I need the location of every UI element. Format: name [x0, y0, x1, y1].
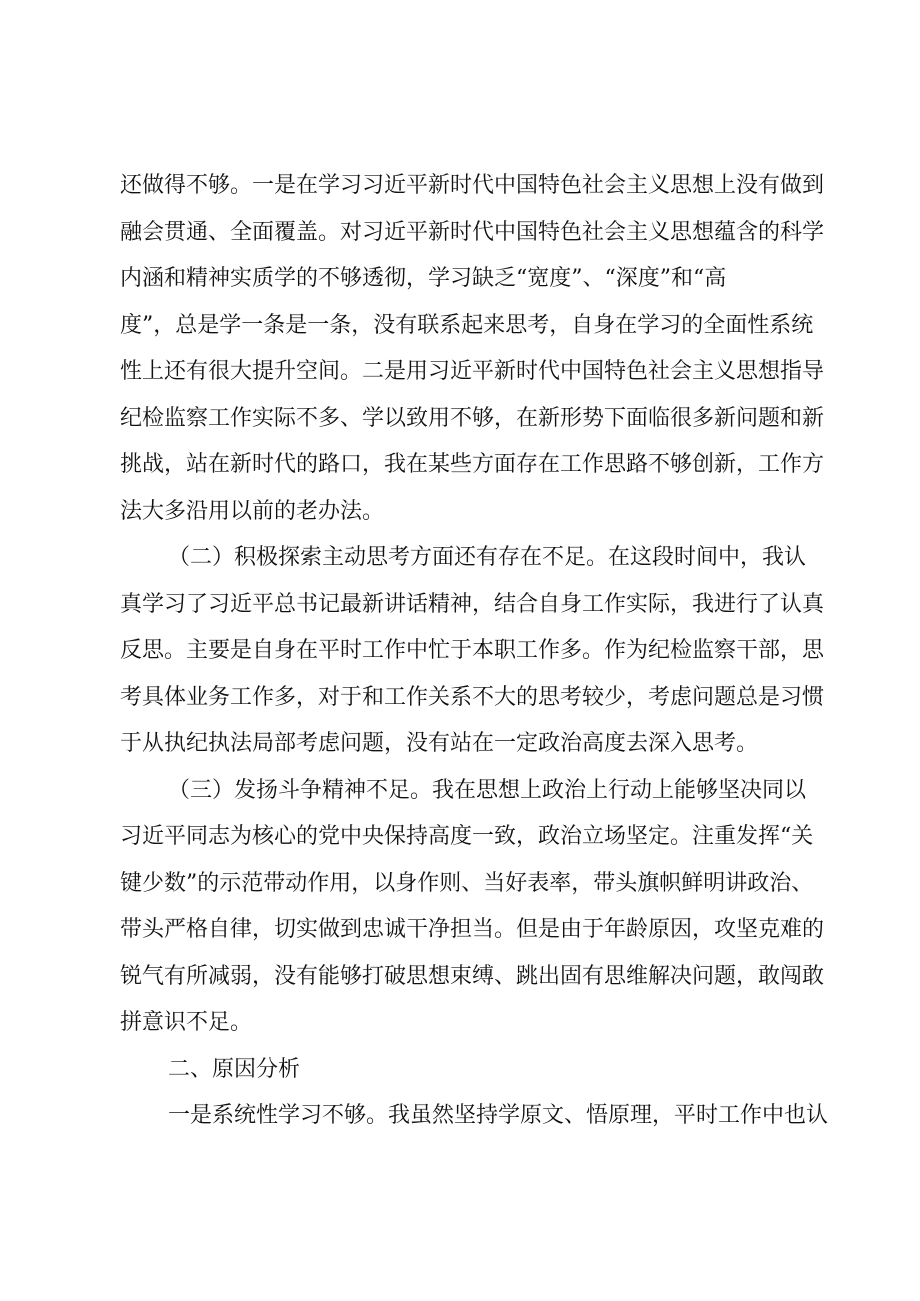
paragraph-heading-line: 一是系统性学习不够。我虽然坚持学原文、悟原理，平时工作中也认	[168, 1103, 829, 1128]
section-heading: 二、原因分析	[168, 1057, 301, 1082]
text-line: 融会贯通、全面覆盖。对习近平新时代中国特色社会主义思想蕴含的科学	[120, 220, 825, 245]
text-line: 考具体业务工作多，对于和工作关系不大的思考较少，考虑问题总是习惯	[120, 685, 825, 710]
text-line: 性上还有很大提升空间。二是用习近平新时代中国特色社会主义思想指导	[120, 359, 825, 384]
paragraph-heading-line: （二）积极探索主动思考方面还有存在不足。在这段时间中，我认	[168, 545, 807, 570]
text-line: 带头严格自律，切实做到忠诚干净担当。但是由于年龄原因，攻坚克难的	[120, 917, 825, 942]
text-line: 锐气有所减弱，没有能够打破思想束缚、跳出固有思维解决问题，敢闯敢	[120, 964, 825, 989]
text-line: 度”，总是学一条是一条，没有联系起来思考，自身在学习的全面性系统	[120, 313, 814, 338]
text-line: 还做得不够。一是在学习习近平新时代中国特色社会主义思想上没有做到	[120, 173, 825, 198]
text-line: 键少数”的示范带动作用，以身作则、当好表率，带头旗帜鲜明讲政治、	[120, 871, 814, 896]
text-line: 法大多沿用以前的老办法。	[120, 499, 385, 524]
text-line: 反思。主要是自身在平时工作中忙于本职工作多。作为纪检监察干部，思	[120, 638, 825, 663]
text-line: 纪检监察工作实际不多、学以致用不够，在新形势下面临很多新问题和新	[120, 406, 825, 431]
text-line: 真学习了习近平总书记最新讲话精神，结合自身工作实际，我进行了认真	[120, 592, 825, 617]
text-line: 习近平同志为核心的党中央保持高度一致，政治立场坚定。注重发挥“关	[120, 824, 814, 849]
text-line: 拼意识不足。	[120, 1010, 253, 1035]
text-line: 于从执纪执法局部考虑问题，没有站在一定政治高度去深入思考。	[120, 731, 759, 756]
text-line: 内涵和精神实质学的不够透彻，学习缺乏“宽度”、“深度”和“高	[120, 266, 727, 291]
text-line: 挑战，站在新时代的路口，我在某些方面存在工作思路不够创新，工作方	[120, 452, 825, 477]
paragraph-heading-line: （三）发扬斗争精神不足。我在思想上政治上行动上能够坚决同以	[168, 778, 807, 803]
